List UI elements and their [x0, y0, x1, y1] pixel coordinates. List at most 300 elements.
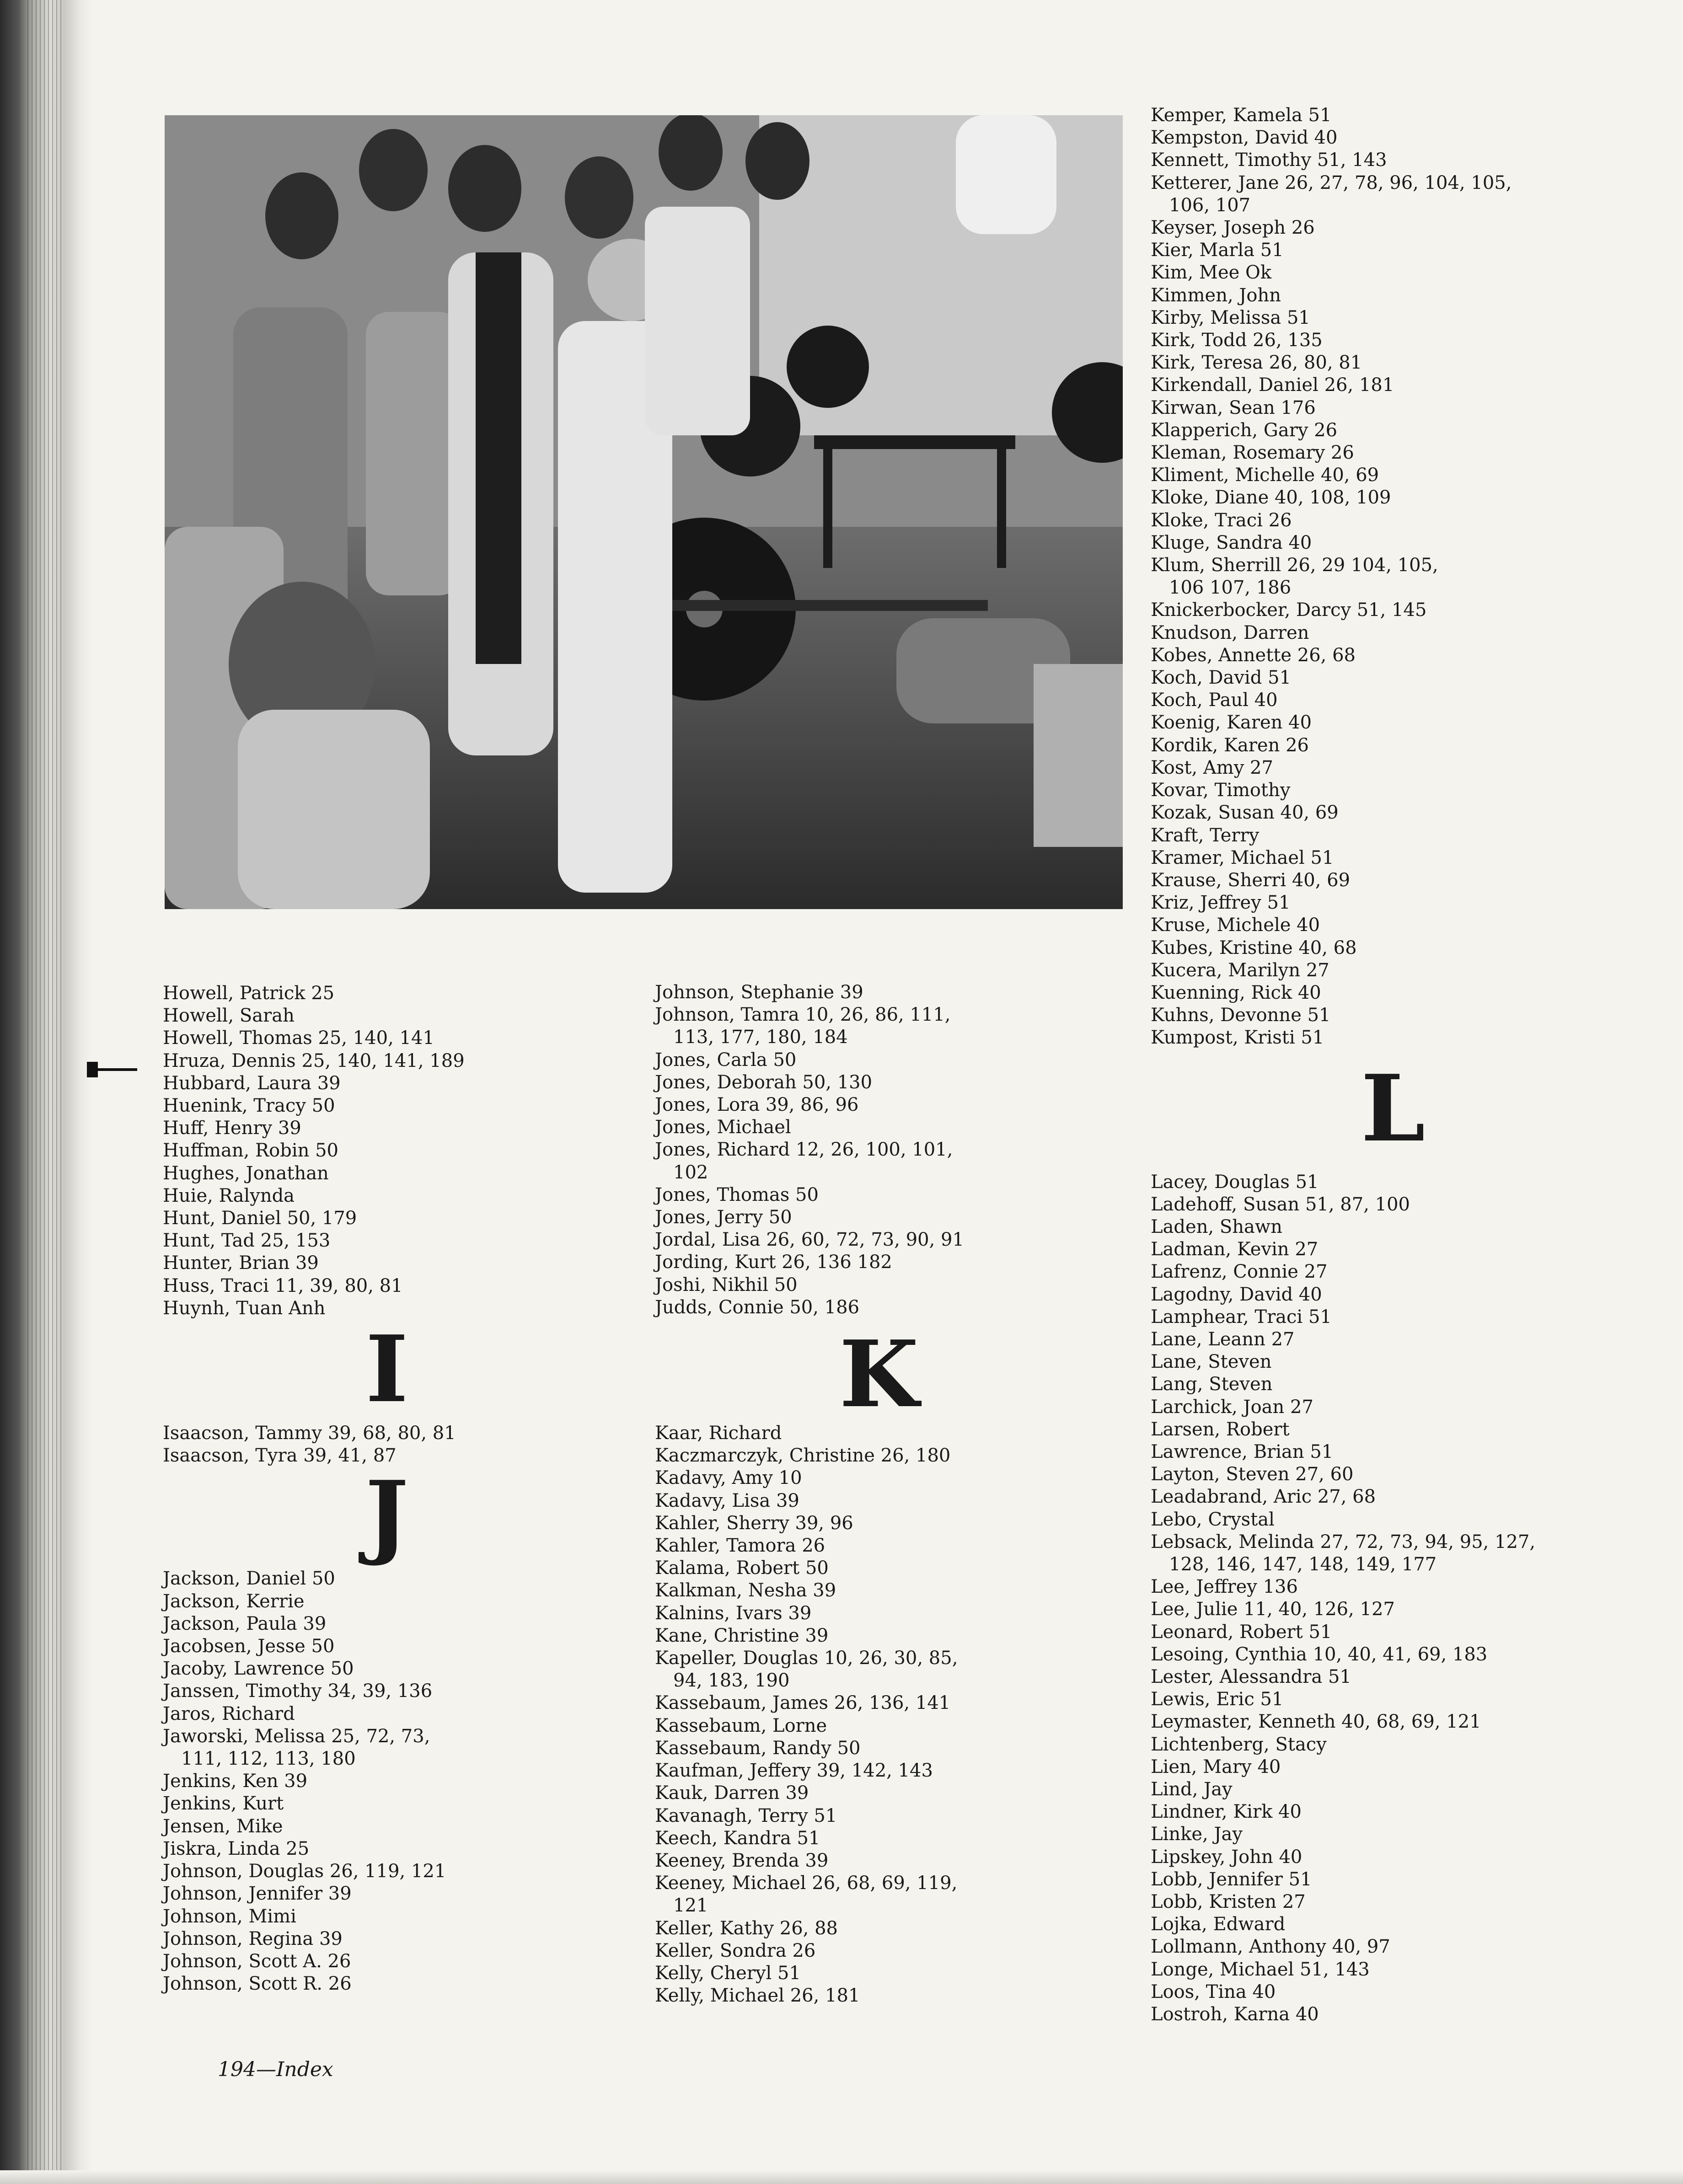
index-entry-name: Jording, Kurt 26, 136 182: [655, 1252, 892, 1273]
index-entry-name: Jones, Deborah 50, 130: [655, 1071, 873, 1093]
index-entry: [655, 1004, 1112, 1049]
index-entry: [163, 1252, 620, 1274]
index-entry-name: Kirk, Teresa 26, 80, 81: [1151, 352, 1362, 374]
index-entry-name: Jones, Carla 50: [655, 1049, 797, 1071]
index-entry: [163, 1770, 620, 1793]
index-entry: [655, 1094, 1112, 1116]
index-entry: [163, 1140, 620, 1162]
index-entry-name: Huss, Traci 11, 39, 80, 81: [163, 1275, 403, 1296]
index-entry-name: Hunter, Brian 39: [163, 1253, 319, 1274]
index-entry-name: Johnson, Scott A. 26: [163, 1950, 351, 1972]
index-entry-continuation: 111, 112, 113, 180: [181, 1748, 356, 1770]
index-entry-name: Ladehoff, Susan 51, 87, 100: [1151, 1194, 1410, 1215]
photo-illustration: [165, 115, 1123, 909]
index-entry-name: Lindner, Kirk 40: [1151, 1801, 1302, 1823]
index-entry: [1151, 982, 1654, 1004]
index-entry: [655, 1229, 1112, 1251]
index-entry: [1151, 149, 1654, 171]
index-entry: [1151, 1823, 1654, 1846]
index-entry: [1151, 959, 1654, 982]
index-entry-name: Kirk, Todd 26, 135: [1151, 330, 1323, 351]
index-entry: [1151, 1171, 1654, 1194]
index-entry-name: Kriz, Jeffrey 51: [1151, 892, 1291, 914]
index-entry: [655, 1737, 1112, 1760]
index-entry-name: Kahler, Tamora 26: [655, 1535, 825, 1557]
index-entry: [1151, 757, 1654, 779]
index-entry: [655, 1512, 1112, 1535]
index-list-h: [163, 982, 620, 1320]
index-entry: [655, 1274, 1112, 1296]
index-entry: [163, 1207, 620, 1230]
index-entry-name: Kempston, David 40: [1151, 127, 1338, 149]
index-entry: [163, 1793, 620, 1815]
index-entry-name: Johnson, Douglas 26, 119, 121: [163, 1861, 446, 1882]
index-entry: [1151, 1778, 1654, 1801]
index-entry: [655, 1251, 1112, 1274]
index-entry-name: Kane, Christine 39: [655, 1625, 829, 1646]
index-entry: [655, 1557, 1112, 1579]
index-entry: [1151, 1621, 1654, 1643]
index-entry: [1151, 532, 1654, 554]
index-entry-name: Jacobsen, Jesse 50: [163, 1636, 335, 1657]
index-entry: [1151, 599, 1654, 621]
index-entry: [1151, 1891, 1654, 1913]
index-entry: [655, 1049, 1112, 1071]
index-entry: [1151, 1284, 1654, 1306]
index-entry-name: Jiskra, Linda 25: [163, 1838, 310, 1859]
index-entry-name: Lien, Mary 40: [1151, 1756, 1281, 1777]
index-entry: [1151, 1261, 1654, 1283]
index-entry: [1151, 1868, 1654, 1891]
index-entry-continuation: 106 107, 186: [1169, 577, 1292, 599]
index-entry-name: Jaros, Richard: [163, 1703, 295, 1724]
index-entry-name: Lobb, Kristen 27: [1151, 1891, 1306, 1913]
index-entry-name: Kadavy, Lisa 39: [655, 1490, 799, 1511]
index-entry-name: Larchick, Joan 27: [1151, 1396, 1313, 1418]
section-letter-i: I: [365, 1316, 408, 1424]
index-entry: [1151, 1396, 1654, 1419]
index-entry: [655, 1760, 1112, 1782]
index-column-middle: [655, 981, 1112, 2007]
index-entry-name: Longe, Michael 51, 143: [1151, 1959, 1370, 1980]
index-entry-name: Lagodny, David 40: [1151, 1284, 1322, 1305]
index-entry-name: Hughes, Jonathan: [163, 1162, 329, 1184]
index-entry: [655, 1647, 1112, 1692]
index-column-right: [1151, 104, 1654, 2026]
index-entry: [163, 1117, 620, 1140]
index-entry-name: Howell, Thomas 25, 140, 141: [163, 1028, 434, 1049]
index-entry-name: Huie, Ralynda: [163, 1185, 295, 1206]
index-entry: [1151, 1238, 1654, 1261]
index-entry: [1151, 1756, 1654, 1778]
index-entry: [1151, 352, 1654, 374]
index-entry-name: Kalnins, Ivars 39: [655, 1602, 812, 1624]
index-entry-name: Kliment, Michelle 40, 69: [1151, 465, 1379, 486]
index-entry: [1151, 937, 1654, 959]
index-entry: [1151, 509, 1654, 532]
index-entry-name: Lebo, Crystal: [1151, 1509, 1275, 1530]
index-entry: [655, 1917, 1112, 1940]
index-entry: [1151, 1373, 1654, 1396]
index-entry-name: Linke, Jay: [1151, 1824, 1243, 1845]
index-entry-name: Jones, Jerry 50: [655, 1207, 792, 1228]
index-entry-name: Krause, Sherri 40, 69: [1151, 869, 1351, 891]
index-entry: [1151, 779, 1654, 802]
index-entry-name: Jackson, Paula 39: [163, 1613, 327, 1634]
index-entry-name: Kirkendall, Daniel 26, 181: [1151, 375, 1394, 396]
index-entry: [655, 1850, 1112, 1872]
index-entry: [1151, 869, 1654, 892]
index-entry-name: Lind, Jay: [1151, 1779, 1233, 1800]
index-entry-name: Keyser, Joseph 26: [1151, 217, 1315, 239]
index-entry: [655, 1692, 1112, 1714]
index-entry-name: Howell, Sarah: [163, 1005, 295, 1027]
index-entry-name: Leonard, Robert 51: [1151, 1621, 1332, 1643]
index-entry-name: Kumpost, Kristi 51: [1151, 1027, 1324, 1049]
index-entry-name: Lipskey, John 40: [1151, 1846, 1302, 1868]
index-entry-name: Loos, Tina 40: [1151, 1981, 1276, 2002]
index-entry: [1151, 419, 1654, 442]
index-entry-name: Hunt, Daniel 50, 179: [163, 1208, 357, 1229]
index-entry-name: Jensen, Mike: [163, 1815, 283, 1837]
index-entry: [1151, 1598, 1654, 1621]
index-entry-name: Kahler, Sherry 39, 96: [655, 1512, 853, 1534]
index-entry: [163, 1185, 620, 1207]
index-entry-name: Kirwan, Sean 176: [1151, 397, 1316, 418]
index-entry: [1151, 1936, 1654, 1958]
section-letter-k: K: [839, 1321, 919, 1429]
index-entry-name: Joshi, Nikhil 50: [655, 1274, 798, 1295]
index-entry-name: Huynh, Tuan Anh: [163, 1297, 326, 1319]
index-entry: [1151, 487, 1654, 509]
index-entry: [655, 981, 1112, 1004]
index-entry: [1151, 1509, 1654, 1531]
index-entry: [1151, 847, 1654, 869]
index-entry-name: Huff, Henry 39: [163, 1118, 301, 1139]
index-entry-name: Jones, Thomas 50: [655, 1184, 819, 1205]
index-entry-name: Kadavy, Amy 10: [655, 1467, 802, 1489]
index-entry: [1151, 892, 1654, 914]
index-entry-name: Janssen, Timothy 34, 39, 136: [163, 1681, 433, 1702]
index-entry: [1151, 1194, 1654, 1216]
index-entry: [1151, 1643, 1654, 1666]
index-entry: [1151, 622, 1654, 644]
index-entry-name: Hruza, Dennis 25, 140, 141, 189: [163, 1050, 465, 1071]
index-entry-name: Lacey, Douglas 51: [1151, 1171, 1319, 1193]
page-tab-marker: [87, 1068, 137, 1071]
index-entry: [163, 1050, 620, 1072]
index-entry: [655, 1985, 1112, 2007]
index-list-j-cont: [655, 981, 1112, 1319]
index-entry-name: Kier, Marla 51: [1151, 240, 1284, 261]
index-entry: [1151, 329, 1654, 352]
index-entry-name: Lollmann, Anthony 40, 97: [1151, 1936, 1390, 1958]
index-entry-continuation: 128, 146, 147, 148, 149, 177: [1169, 1553, 1437, 1575]
index-entry-name: Lane, Steven: [1151, 1351, 1272, 1373]
index-entry-name: Lawrence, Brian 51: [1151, 1441, 1334, 1462]
index-entry: [1151, 262, 1654, 284]
section-letter-l: L: [1361, 1055, 1426, 1162]
index-list-i: [163, 1422, 620, 1467]
page-bottom-edge: [0, 2170, 1683, 2184]
index-entry-name: Kordik, Karen 26: [1151, 734, 1309, 756]
index-entry-name: Keeney, Brenda 39: [655, 1850, 829, 1871]
index-entry-continuation: 113, 177, 180, 184: [673, 1027, 848, 1048]
index-entry-name: Huenink, Tracy 50: [163, 1095, 335, 1117]
index-entry-name: Johnson, Tamra 10, 26, 86, 111,: [655, 1004, 951, 1026]
index-entry-name: Hunt, Tad 25, 153: [163, 1230, 331, 1252]
index-entry: [163, 1095, 620, 1117]
index-entry-name: Johnson, Stephanie 39: [655, 982, 863, 1003]
index-entry-name: Kassebaum, Lorne: [655, 1715, 827, 1736]
index-entry-name: Laden, Shawn: [1151, 1216, 1282, 1237]
index-entry: [655, 1782, 1112, 1804]
index-entry: [163, 1928, 620, 1950]
index-entry: [655, 1184, 1112, 1206]
index-entry-name: Kuenning, Rick 40: [1151, 982, 1321, 1003]
index-entry-name: Jackson, Daniel 50: [163, 1568, 335, 1590]
index-list-k-cont: [1151, 104, 1654, 1049]
index-entry-name: Kassebaum, James 26, 136, 141: [655, 1692, 951, 1714]
index-entry: [1151, 644, 1654, 667]
index-entry-name: Lostroh, Karna 40: [1151, 2004, 1319, 2025]
index-entry-name: Kaczmarczyk, Christine 26, 180: [655, 1445, 951, 1467]
index-entry: [1151, 1328, 1654, 1351]
index-entry-name: Lewis, Eric 51: [1151, 1689, 1284, 1710]
index-entry-name: Lane, Leann 27: [1151, 1328, 1295, 1350]
index-entry: [163, 1590, 620, 1613]
index-entry-name: Kobes, Annette 26, 68: [1151, 644, 1356, 666]
index-entry: [1151, 284, 1654, 307]
index-entry-name: Kemper, Kamela 51: [1151, 105, 1332, 126]
index-entry-name: Jordal, Lisa 26, 60, 72, 73, 90, 91: [655, 1229, 964, 1251]
index-entry: [1151, 239, 1654, 262]
index-entry: [163, 1275, 620, 1297]
index-entry-name: Kennett, Timothy 51, 143: [1151, 150, 1387, 171]
index-entry: [655, 1579, 1112, 1602]
index-entry: [163, 1027, 620, 1049]
index-entry-name: Kaufman, Jeffery 39, 142, 143: [655, 1760, 933, 1782]
index-entry: [163, 1703, 620, 1725]
index-entry: [163, 1950, 620, 1973]
index-entry-name: Johnson, Jennifer 39: [163, 1883, 352, 1905]
index-entry: [1151, 1734, 1654, 1756]
index-entry: [163, 1072, 620, 1095]
index-entry: [163, 982, 620, 1005]
index-entry: [655, 1490, 1112, 1512]
index-entry: [1151, 824, 1654, 847]
index-entry-continuation: 121: [673, 1895, 708, 1916]
index-entry: [1151, 1846, 1654, 1868]
index-entry-name: Kloke, Traci 26: [1151, 509, 1292, 531]
index-entry-name: Jones, Richard 12, 26, 100, 101,: [655, 1139, 953, 1161]
index-entry-name: Knudson, Darren: [1151, 622, 1309, 643]
index-entry: [1151, 1441, 1654, 1463]
index-entry: [1151, 397, 1654, 419]
index-entry: [163, 1906, 620, 1928]
index-entry: [163, 1658, 620, 1680]
index-entry-name: Johnson, Regina 39: [163, 1928, 343, 1949]
index-entry-continuation: 106, 107: [1169, 194, 1251, 216]
index-entry: [1151, 1531, 1654, 1576]
index-entry: [163, 1973, 620, 1995]
index-entry: [1151, 1486, 1654, 1508]
index-entry: [1151, 689, 1654, 712]
index-entry: [655, 1962, 1112, 1985]
index-column-left: [163, 982, 620, 1995]
index-entry-name: Kucera, Marilyn 27: [1151, 959, 1329, 981]
index-entry-name: Jones, Lora 39, 86, 96: [655, 1094, 859, 1116]
index-entry: [1151, 442, 1654, 464]
index-entry-name: Lobb, Jennifer 51: [1151, 1868, 1312, 1890]
index-entry: [655, 1296, 1112, 1319]
index-entry-name: Kovar, Timothy: [1151, 780, 1291, 801]
index-entry: [163, 1883, 620, 1905]
index-entry: [655, 1535, 1112, 1557]
index-entry: [1151, 1576, 1654, 1598]
index-entry: [1151, 1004, 1654, 1027]
index-entry-name: Kraft, Terry: [1151, 824, 1260, 846]
index-entry-name: Kruse, Michele 40: [1151, 915, 1320, 936]
index-entry: [655, 1872, 1112, 1917]
index-entry: [1151, 1216, 1654, 1238]
index-entry: [1151, 127, 1654, 149]
index-entry-name: Lafrenz, Connie 27: [1151, 1261, 1328, 1283]
index-entry-name: Klapperich, Gary 26: [1151, 419, 1338, 441]
index-entry: [163, 1422, 620, 1445]
index-entry: [655, 1602, 1112, 1625]
index-entry: [1151, 1027, 1654, 1049]
index-entry: [655, 1071, 1112, 1094]
index-entry-name: Kubes, Kristine 40, 68: [1151, 937, 1357, 958]
index-entry: [1151, 1666, 1654, 1688]
page-folio: 194—Index: [218, 2058, 333, 2081]
index-entry: [163, 1162, 620, 1185]
index-entry-name: Kelly, Michael 26, 181: [655, 1985, 860, 2007]
index-entry-name: Kalama, Robert 50: [655, 1558, 829, 1579]
index-entry: [163, 1860, 620, 1883]
index-entry-continuation: 102: [673, 1162, 708, 1183]
index-entry-name: Lester, Alessandra 51: [1151, 1666, 1351, 1687]
index-entry: [655, 1827, 1112, 1850]
index-entry: [1151, 554, 1654, 599]
index-entry: [655, 1445, 1112, 1467]
index-entry: [163, 1613, 620, 1635]
index-entry-name: Lang, Steven: [1151, 1374, 1273, 1395]
index-entry: [655, 1139, 1112, 1183]
index-entry: [1151, 374, 1654, 396]
index-entry-name: Kapeller, Douglas 10, 26, 30, 85,: [655, 1648, 958, 1669]
index-entry: [1151, 217, 1654, 239]
index-entry: [655, 1206, 1112, 1229]
index-entry: [1151, 1306, 1654, 1328]
index-entry: [163, 1230, 620, 1252]
index-entry: [1151, 802, 1654, 824]
index-entry-name: Layton, Steven 27, 60: [1151, 1464, 1354, 1485]
index-entry: [1151, 667, 1654, 689]
index-entry: [655, 1116, 1112, 1139]
index-entry-name: Leymaster, Kenneth 40, 68, 69, 121: [1151, 1711, 1481, 1733]
index-entry: [163, 1568, 620, 1590]
index-entry-name: Lesoing, Cynthia 10, 40, 41, 69, 183: [1151, 1643, 1488, 1665]
index-entry-name: Ladman, Kevin 27: [1151, 1239, 1319, 1260]
index-entry: [163, 1635, 620, 1658]
index-entry: [163, 1815, 620, 1838]
index-entry-name: Lee, Julie 11, 40, 126, 127: [1151, 1599, 1395, 1620]
index-entry-name: Kavanagh, Terry 51: [655, 1805, 837, 1826]
index-entry-name: Kloke, Diane 40, 108, 109: [1151, 487, 1391, 509]
index-entry-continuation: 94, 183, 190: [673, 1670, 790, 1692]
index-entry: [163, 1005, 620, 1027]
index-entry: [1151, 1913, 1654, 1936]
index-entry: [1151, 464, 1654, 487]
index-entry-name: Kost, Amy 27: [1151, 757, 1273, 778]
index-entry: [1151, 734, 1654, 757]
index-entry: [655, 1805, 1112, 1827]
index-entry: [655, 1625, 1112, 1647]
index-entry-name: Huffman, Robin 50: [163, 1140, 339, 1162]
index-entry-name: Jenkins, Ken 39: [163, 1771, 308, 1792]
index-entry: [1151, 1981, 1654, 2003]
index-entry-name: Jaworski, Melissa 25, 72, 73,: [163, 1725, 430, 1747]
index-entry: [163, 1725, 620, 1770]
index-entry: [1151, 1351, 1654, 1373]
index-entry: [1151, 1688, 1654, 1711]
index-entry-name: Kramer, Michael 51: [1151, 847, 1334, 868]
weightlifting-photo: [165, 115, 1123, 909]
index-entry-name: Howell, Patrick 25: [163, 983, 335, 1004]
index-entry-name: Larsen, Robert: [1151, 1419, 1290, 1440]
index-entry-name: Kassebaum, Randy 50: [655, 1737, 861, 1759]
index-entry: [1151, 1419, 1654, 1441]
index-entry-name: Lamphear, Traci 51: [1151, 1306, 1332, 1328]
index-entry: [655, 1940, 1112, 1962]
index-list-l: [1151, 1171, 1654, 2026]
index-entry-name: Kuhns, Devonne 51: [1151, 1005, 1331, 1026]
index-entry-name: Klum, Sherrill 26, 29 104, 105,: [1151, 555, 1438, 576]
index-entry-name: Kauk, Darren 39: [655, 1783, 809, 1804]
index-entry-name: Kozak, Susan 40, 69: [1151, 802, 1339, 824]
index-entry-name: Johnson, Scott R. 26: [163, 1973, 352, 1995]
index-entry: [1151, 914, 1654, 937]
index-entry-name: Kleman, Rosemary 26: [1151, 442, 1354, 464]
index-entry: [1151, 1463, 1654, 1486]
index-entry-name: Keller, Kathy 26, 88: [655, 1917, 838, 1939]
index-entry: [655, 1467, 1112, 1489]
index-list-k: [655, 1422, 1112, 2007]
index-entry: [1151, 307, 1654, 329]
index-entry: [1151, 104, 1654, 127]
index-entry-name: Leadabrand, Aric 27, 68: [1151, 1486, 1376, 1508]
index-entry-name: Kim, Mee Ok: [1151, 262, 1272, 284]
index-entry: [1151, 1711, 1654, 1733]
index-entry: [655, 1715, 1112, 1737]
index-entry-name: Hubbard, Laura 39: [163, 1072, 341, 1094]
index-entry-name: Lebsack, Melinda 27, 72, 73, 94, 95, 127,: [1151, 1531, 1536, 1552]
index-entry-name: Isaacson, Tyra 39, 41, 87: [163, 1445, 397, 1467]
index-entry: [1151, 1801, 1654, 1823]
index-entry-name: Lojka, Edward: [1151, 1914, 1286, 1935]
section-letter-j: J: [365, 1461, 409, 1569]
index-entry-name: Jacoby, Lawrence 50: [163, 1658, 354, 1680]
index-entry-name: Johnson, Mimi: [163, 1906, 296, 1927]
index-entry: [1151, 172, 1654, 217]
index-entry-name: Lichtenberg, Stacy: [1151, 1734, 1327, 1755]
index-entry-name: Kaar, Richard: [655, 1423, 782, 1444]
index-entry-name: Jenkins, Kurt: [163, 1793, 284, 1815]
index-entry-name: Keller, Sondra 26: [655, 1940, 816, 1961]
index-entry-name: Koch, David 51: [1151, 667, 1292, 689]
